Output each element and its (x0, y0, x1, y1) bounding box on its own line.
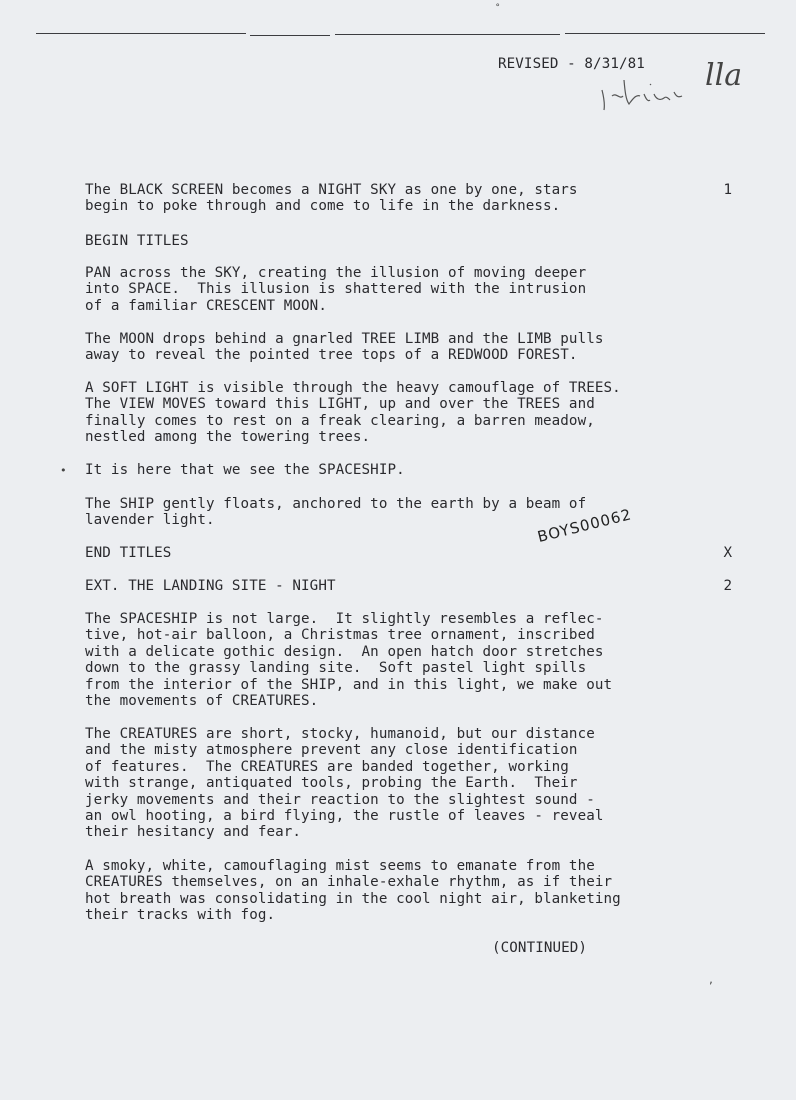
top-rule (36, 33, 246, 34)
top-rule (335, 34, 560, 35)
action-paragraph: It is here that we see the SPACESHIP. (85, 462, 405, 478)
action-paragraph: The SHIP gently floats, anchored to the earth by a beam of lavender light. (85, 496, 587, 529)
handwritten-initials: lla (705, 58, 743, 93)
transition-line: BEGIN TITLES (85, 233, 189, 249)
action-paragraph: A SOFT LIGHT is visible through the heavy camouflage of TREES. The VIEW MOVES toward this LIGHT, up and over the TREES and finally comes to rest on a freak clearing, a barren meadow, nestled among the towering trees. (85, 380, 621, 446)
margin-mark: • (60, 464, 67, 477)
scene-number: 1 (723, 182, 732, 198)
top-rule (250, 35, 330, 36)
transition-line: END TITLES (85, 545, 172, 561)
scene-heading: EXT. THE LANDING SITE - NIGHT (85, 578, 336, 594)
margin-mark: , (708, 975, 715, 986)
scene-number: 2 (723, 578, 732, 594)
action-paragraph: The SPACESHIP is not large. It slightly resembles a reflec- tive, hot-air balloon, a Christmas tree ornament, inscribed with a delicate gothic design. An open hatch door stretches down to the grassy landing site. Soft pastel light spills from the interior of the SHIP, and in this light, we make out the movements of CREATURES. (85, 611, 613, 710)
action-paragraph: A smoky, white, camouflaging mist seems to emanate from the CREATURES themselves, on an inhale-exhale rhythm, as if their hot breath was consolidating in the cool night air, blanketing their tracks with fog. (85, 858, 621, 924)
action-paragraph: The CREATURES are short, stocky, humanoid, but our distance and the misty atmosphere prevent any close identification of features. The CREATURES are banded together, working with strange, antiquated tools, probing the Earth. Their jerky movements and their reaction to the slightest sound - an owl hooting, a bird flying, the rustle of leaves - reveal their hesitancy and fear. (85, 726, 604, 841)
action-paragraph: The BLACK SCREEN becomes a NIGHT SKY as one by one, stars begin to poke through and come to life in the darkness. (85, 182, 578, 215)
handwritten-signature (596, 66, 706, 116)
continued-label: (CONTINUED) (492, 940, 588, 956)
action-paragraph: The MOON drops behind a gnarled TREE LIMB and the LIMB pulls away to reveal the pointed tree tops of a REDWOOD FOREST. (85, 331, 604, 364)
bates-stamp: BOYS00062 (535, 505, 634, 546)
punch-mark: ° (495, 3, 501, 13)
action-paragraph: PAN across the SKY, creating the illusion of moving deeper into SPACE. This illusion is shattered with the intrusion of a familiar CRESCENT MOON. (85, 265, 587, 314)
scene-marker: X (723, 545, 732, 561)
top-rule (565, 33, 765, 34)
revision-date: REVISED - 8/31/81 (498, 56, 645, 72)
